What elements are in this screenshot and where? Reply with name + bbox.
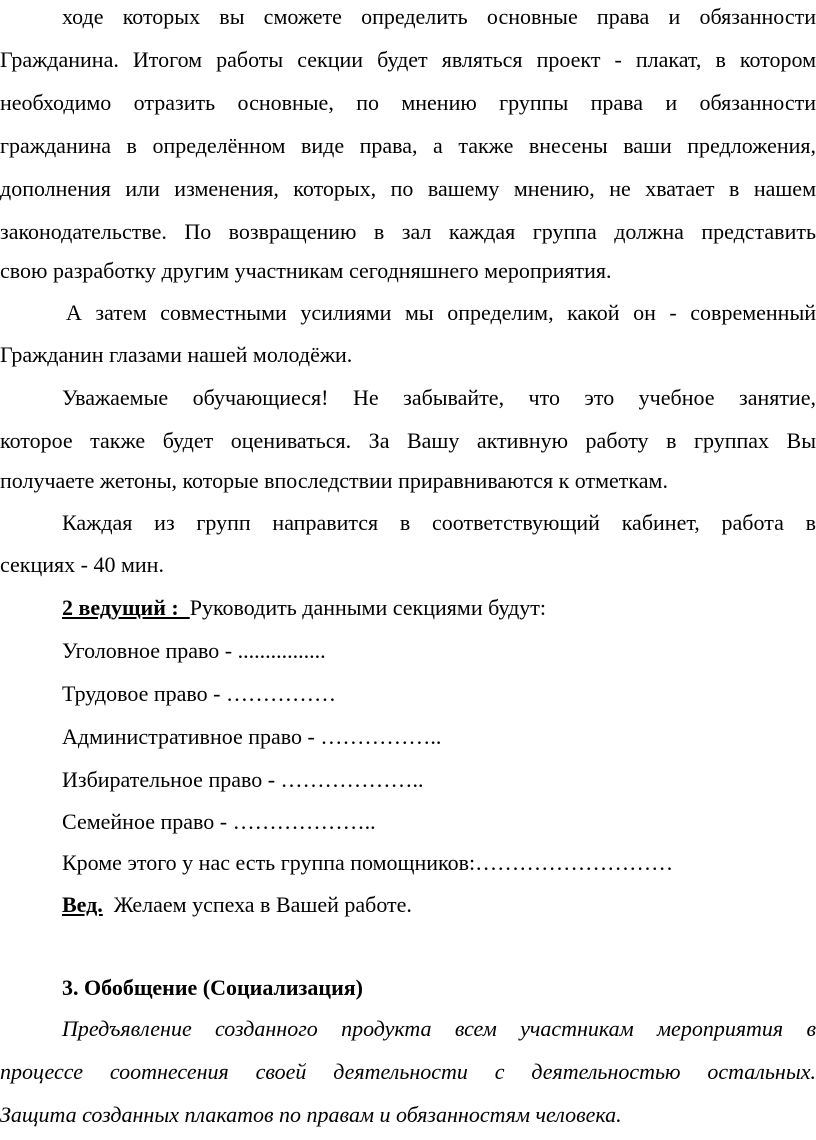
list-item: Кроме этого у нас есть группа помощников:……………………… [62, 850, 674, 875]
text-line: получаете жетоны, которые впоследствии приравниваются к отметкам. [0, 468, 668, 493]
text-line: Гражданин глазами нашей молодёжи. [0, 342, 353, 367]
text-line: Защита созданных плакатов по правам и обязанностям человека. [0, 1102, 622, 1127]
closing-text: Желаем успеха в Вашей работе. [102, 892, 412, 917]
text-line: ходе которых вы сможете определить основные права и обязанности [62, 4, 816, 29]
text-line: Гражданина. Итогом работы секции будет являться проект - плакат, в котором [0, 47, 816, 72]
text-line: законодательстве. По возвращению в зал каждая группа должна представить [0, 219, 816, 244]
text-line: необходимо отразить основные, по мнению группы права и обязанности [0, 90, 816, 115]
text-line: свою разработку другим участникам сегодняшнего мероприятия. [0, 258, 612, 283]
list-item: Трудовое право - …………… [62, 681, 336, 706]
list-item: Административное право - …………….. [62, 724, 442, 749]
list-item: Семейное право - ……………….. [62, 809, 376, 834]
text-line: дополнения или изменения, которых, по вашему мнению, не хватает в нашем [0, 176, 816, 201]
leader-label: 2 ведущий : [62, 595, 190, 620]
leader-line [62, 593, 816, 623]
text-line: Предъявление созданного продукта всем участникам мероприятия в [62, 1016, 816, 1041]
leader-text: Руководить данными секциями будут: [189, 595, 546, 620]
text-line: гражданина в определённом виде права, а также внесены ваши предложения, [0, 133, 816, 158]
closing-line [62, 890, 816, 920]
text-line: секциях - 40 мин. [0, 552, 164, 577]
list-item: Избирательное право - ……………….. [62, 767, 424, 792]
list-item: Уголовное право - ................ [62, 638, 326, 663]
text-line: процессе соотнесения своей деятельности с деятельностью остальных. [0, 1059, 816, 1084]
section-heading: 3. Обобщение (Социализация) [62, 975, 363, 1000]
text-line: Уважаемые обучающиеся! Не забывайте, что это учебное занятие, [62, 385, 816, 410]
closing-label: Вед. [62, 892, 103, 917]
text-line: А затем совместными усилиями мы определим, какой он - современный [66, 300, 816, 325]
text-line: которое также будет оцениваться. За Вашу активную работу в группах Вы [0, 428, 816, 453]
text-line: Каждая из групп направится в соответствующий кабинет, работа в [62, 510, 816, 535]
